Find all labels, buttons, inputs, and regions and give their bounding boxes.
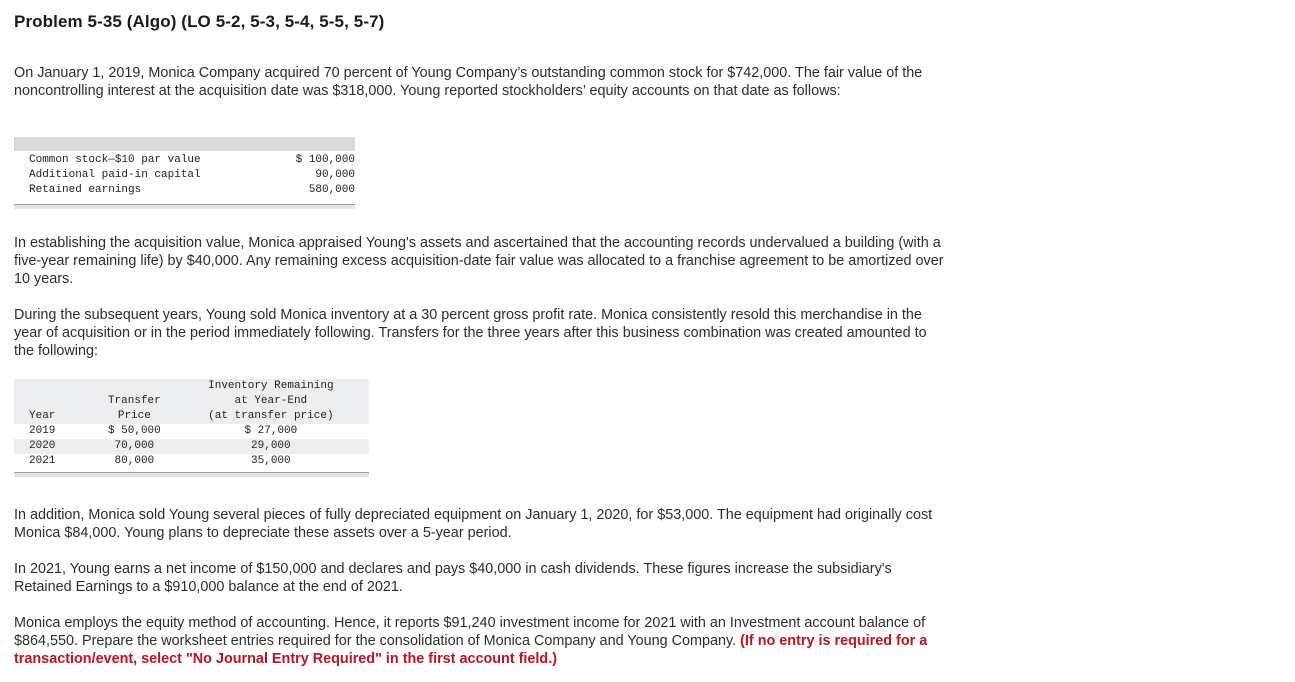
equipment-paragraph: In addition, Monica sold Young several pieces of fully depreciated equipment on January 1, 2020, for $53,000. The equipment had originally cost Monica $84,000. Young plans to depreciate these assets over a 5-year period.	[14, 507, 933, 541]
table-row	[14, 424, 369, 439]
cell-year: 2021	[29, 455, 56, 467]
cell-price: $ 50,000	[107, 425, 161, 437]
table-row	[14, 439, 369, 454]
instructions-text: Monica employs the equity method of accounting. Hence, it reports $91,240 investment income for 2021 with an Investment account balance of $864,550. Prepare the worksheet entries required for the consolidation of Monica Company and Young Company.	[14, 615, 926, 649]
cell-year: 2019	[29, 425, 56, 437]
row-amount: 580,000	[308, 184, 355, 196]
header-transfer-line2: Price	[117, 410, 151, 422]
table-header-band	[14, 137, 355, 151]
row-label: Retained earnings	[29, 184, 142, 196]
problem-title: Problem 5-35 (Algo) (LO 5-2, 5-3, 5-4, 5-5, 5-7)	[14, 12, 385, 31]
building-paragraph: In establishing the acquisition value, Monica appraised Young's assets and ascertained that the accounting records undervalued a building (with a five-year remaining life) by $40,000. Any remaining excess acquisition-date fair value was allocated to a franchise agreement to be amortized over 10 years.	[14, 235, 944, 287]
instructions-emphasis: (If no entry is required for a transaction/event, select "No Journal Entry Required" in the first account field.)	[14, 633, 928, 667]
table-header-row	[14, 379, 369, 394]
table-bottom-rule	[14, 204, 355, 209]
cell-price: 70,000	[114, 440, 155, 452]
cell-price: 80,000	[114, 455, 155, 467]
table-row	[14, 168, 355, 183]
table-bottom-rule	[14, 472, 369, 477]
header-inventory-line2: at Year-End	[234, 395, 308, 407]
row-amount: $ 100,000	[295, 154, 355, 166]
inventory-paragraph: During the subsequent years, Young sold Monica inventory at a 30 percent gross profit rate. Monica consistently resold this merchandise in the year of acquisition or in the period immediately following. Transfers for the three years after this business combination was created amounted to the following:	[14, 307, 927, 359]
table-row	[14, 183, 355, 198]
instructions-paragraph	[14, 614, 949, 668]
net-income-paragraph: In 2021, Young earns a net income of $150,000 and declares and pays $40,000 in cash dividends. These figures increase the subsidiary's Retained Earnings to a $910,000 balance at the end of 2021.	[14, 561, 892, 595]
cell-remaining: $ 27,000	[244, 425, 298, 437]
row-label: Common stock—$10 par value	[29, 154, 201, 166]
header-transfer-line1: Transfer	[107, 395, 161, 407]
cell-remaining: 35,000	[251, 455, 291, 467]
table-row	[14, 454, 369, 469]
intro-paragraph: On January 1, 2019, Monica Company acquired 70 percent of Young Company’s outstanding common stock for $742,000. The fair value of the noncontrolling interest at the acquisition date was $318,000. Young reported stockholders’ equity accounts on that date as follows:	[14, 65, 923, 99]
header-year: Year	[29, 410, 56, 422]
cell-remaining: 29,000	[251, 440, 291, 452]
equity-table	[14, 137, 355, 209]
transfer-table	[14, 379, 369, 477]
row-amount: 90,000	[315, 169, 355, 181]
header-inventory-line1: Inventory Remaining	[208, 380, 334, 392]
cell-year: 2020	[29, 440, 56, 452]
table-header-row	[14, 409, 369, 424]
header-inventory-line3: (at transfer price)	[208, 410, 334, 422]
row-label: Additional paid-in capital	[29, 169, 201, 181]
table-header-row	[14, 394, 369, 409]
table-row	[14, 153, 355, 168]
